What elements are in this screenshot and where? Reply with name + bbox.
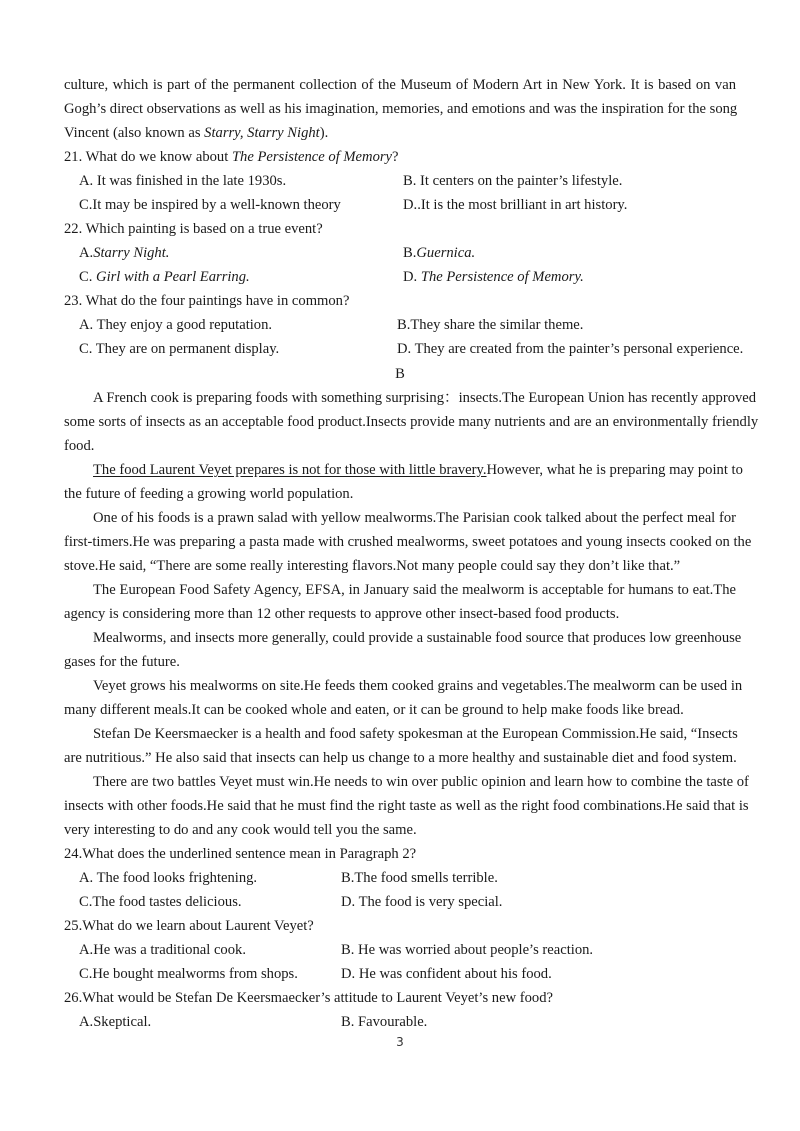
q22-option-d — [403, 265, 584, 289]
para-2-line-2: the future of feeding a growing world population. — [64, 486, 354, 502]
para-2-line-1 — [93, 458, 743, 482]
option-text: The Persistence of Memory. — [420, 269, 584, 285]
q22-option-b — [403, 241, 475, 265]
para-3-line-3: stove.He said, “There are some really interesting flavors.Not many people could say they don’t like that.” — [64, 558, 681, 574]
text: ). — [319, 125, 329, 141]
q21-option-b: B. It centers on the painter’s lifestyle. — [403, 173, 623, 189]
page-number: 3 — [396, 1035, 404, 1049]
text: ? — [392, 149, 399, 165]
q21-option-d: D..It is the most brilliant in art history. — [403, 197, 628, 213]
q25-option-b: B. He was worried about people’s reaction. — [341, 942, 594, 958]
option-text: Girl with a Pearl Earring. — [96, 269, 250, 285]
para-8-line-3: very interesting to do and any cook would tell you the same. — [64, 822, 417, 838]
q24-option-d: D. The food is very special. — [341, 894, 503, 910]
option-label: D. — [403, 269, 421, 285]
para-6-line-1: Veyet grows his mealworms on site.He feeds them cooked grains and vegetables.The mealworm can be used in — [93, 678, 743, 694]
question-21-stem — [64, 145, 736, 169]
q24-option-b: B.The food smells terrible. — [341, 870, 498, 886]
para-1-line-3: food. — [64, 438, 95, 454]
para-3-line-2: first-timers.He was preparing a pasta made with crushed mealworms, sweet potatoes and young insects cooked on the — [64, 534, 752, 550]
question-26-stem: 26.What would be Stefan De Keersmaecker’s attitude to Laurent Veyet’s new food? — [64, 990, 553, 1006]
q23-option-b: B.They share the similar theme. — [397, 317, 584, 333]
para-5-line-2: gases for the future. — [64, 654, 180, 670]
q26-option-a: A.Skeptical. — [79, 1014, 152, 1030]
option-label: A. — [79, 245, 94, 261]
underlined-sentence: The food Laurent Veyet prepares is not for those with little bravery. — [93, 462, 487, 478]
option-text: Guernica. — [416, 245, 476, 261]
option-text: Starry Night. — [93, 245, 170, 261]
q25-option-c: C.He bought mealworms from shops. — [79, 966, 298, 982]
q22-option-a — [79, 241, 169, 265]
q23-option-c: C. They are on permanent display. — [79, 341, 280, 357]
question-23-stem: 23. What do the four paintings have in common? — [64, 293, 350, 309]
q23-option-a: A. They enjoy a good reputation. — [79, 317, 273, 333]
text: Vincent (also known as — [64, 125, 205, 141]
question-25-stem: 25.What do we learn about Laurent Veyet? — [64, 918, 314, 934]
para-8-line-1: There are two battles Veyet must win.He needs to win over public opinion and learn how to combine the taste of — [93, 774, 749, 790]
para-5-line-1: Mealworms, and insects more generally, could provide a sustainable food source that produces low greenhouse — [93, 630, 742, 646]
song-title: Starry, Starry Night — [204, 125, 320, 141]
q26-option-b: B. Favourable. — [341, 1014, 428, 1030]
q22-option-c — [79, 265, 250, 289]
text: 21. What do we know about — [64, 149, 232, 165]
para-7-line-1: Stefan De Keersmaecker is a health and food safety spokesman at the European Commission.He said, “Insects — [93, 726, 738, 742]
para-4-line-1: The European Food Safety Agency, EFSA, in January said the mealworm is acceptable for humans to eat.The — [93, 582, 736, 598]
q25-option-d: D. He was confident about his food. — [341, 966, 552, 982]
question-24-stem: 24.What does the underlined sentence mean in Paragraph 2? — [64, 846, 417, 862]
q24-option-a: A. The food looks frightening. — [79, 870, 258, 886]
para-4-line-2: agency is considering more than 12 other requests to approve other insect-based food products. — [64, 606, 620, 622]
para-3-line-1: One of his foods is a prawn salad with yellow mealworms.The Parisian cook talked about the perfect meal for — [93, 510, 736, 526]
para-7-line-2: are nutritious.” He also said that insects can help us change to a more healthy and sustainable diet and food system. — [64, 750, 737, 766]
q21-option-c: C.It may be inspired by a well-known theory — [79, 197, 341, 213]
q21-option-a: A. It was finished in the late 1930s. — [79, 173, 287, 189]
question-22-stem: 22. Which painting is based on a true event? — [64, 221, 323, 237]
q24-option-c: C.The food tastes delicious. — [79, 894, 242, 910]
painting-title: The Persistence of Memory — [231, 149, 393, 165]
option-label: B. — [403, 245, 417, 261]
para-1-line-2: some sorts of insects as an acceptable food product.Insects provide many nutrients and are an environmentally friendly — [64, 414, 759, 430]
section-b-heading: B — [395, 366, 405, 382]
passage-a-line-3 — [64, 121, 736, 145]
para-1-line-1: A French cook is preparing foods with something surprising：insects.The European Union has recently approved — [93, 390, 757, 406]
q23-option-d: D. They are created from the painter’s personal experience. — [397, 341, 744, 357]
para-8-line-2: insects with other foods.He said that he must find the right taste as well as the right food combinations.He said that is — [64, 798, 749, 814]
para-6-line-2: many different meals.It can be cooked whole and eaten, or it can be ground to help make foods like bread. — [64, 702, 684, 718]
text: However, what he is preparing may point to — [486, 462, 743, 478]
q25-option-a: A.He was a traditional cook. — [79, 942, 246, 958]
passage-a-line-2: Gogh’s direct observations as well as his imagination, memories, and emotions and was the inspiration for the song — [64, 101, 738, 117]
option-label: C. — [79, 269, 97, 285]
passage-a-line-1: culture, which is part of the permanent collection of the Museum of Modern Art in New York. It is based on van — [64, 77, 736, 93]
